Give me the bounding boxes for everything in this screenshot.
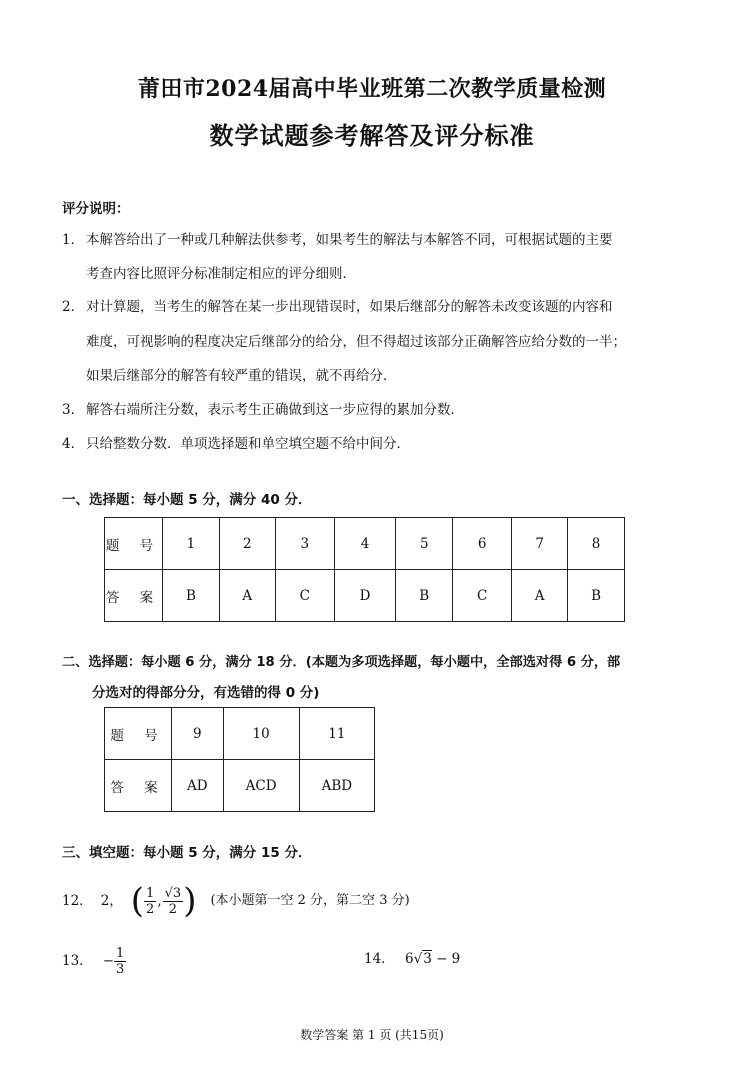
question-number-row: [105, 518, 625, 570]
question-number-row: [105, 708, 375, 760]
question-number-cell: 8: [568, 518, 625, 570]
answer-12: [62, 876, 410, 926]
answer-label: 答 案: [105, 570, 163, 622]
document-subtitle: 数学试题参考解答及评分标准: [209, 121, 535, 150]
note-2-number: 2．: [62, 299, 85, 315]
question-12-number: 12．: [62, 893, 93, 909]
question-number-cell: 4: [334, 518, 396, 570]
note-1-line-1: 本解答给出了一种或几种解法供参考，如果考生的解法与本解答不同，可根据试题的主要: [86, 232, 613, 248]
question-number-label: 题 号: [105, 518, 163, 570]
answer-cell: B: [396, 570, 453, 622]
section-2-heading-line-2: 分选对的得部分分，有选错的得 0 分): [92, 685, 320, 701]
answer-13-denominator: 3: [116, 961, 125, 977]
point-y-denominator: 2: [168, 901, 178, 917]
answer-label: 答 案: [105, 760, 172, 812]
answer-14-coefficient: 6: [404, 951, 414, 967]
note-4-number: 4．: [62, 436, 85, 452]
answer-cell: B: [163, 570, 220, 622]
question-number-cell: 11: [299, 708, 374, 760]
note-2-line-3: 如果后继部分的解答有较严重的错误，就不再给分．: [86, 368, 397, 384]
answer-cell: C: [275, 570, 334, 622]
section-2-answer-table: [104, 707, 375, 812]
note-2-line-2: 难度，可视影响的程度决定后继部分的给分，但不得超过该部分正确解答应给分数的一半；: [86, 334, 626, 350]
answer-14-remainder: − 9: [436, 951, 461, 967]
answer-row: [105, 760, 375, 812]
section-3-heading: 三、填空题：每小题 5 分，满分 15 分．: [62, 845, 312, 861]
answer-13: [62, 938, 126, 984]
answer-cell: A: [219, 570, 275, 622]
answer-cell: ABD: [299, 760, 374, 812]
comma: ,: [157, 893, 162, 909]
document-title: 莆田市2024届高中毕业班第二次教学质量检测: [137, 76, 607, 102]
note-3-line-1: 解答右端所注分数，表示考生正确做到这一步应得的累加分数．: [86, 402, 464, 418]
answer-cell: B: [568, 570, 625, 622]
question-number-cell: 2: [219, 518, 275, 570]
point-y-fraction: [163, 886, 184, 917]
right-paren: ): [183, 881, 197, 921]
answer-13-numerator: 1: [116, 945, 125, 961]
answer-14-radicand: 3: [423, 951, 432, 967]
minus-sign: −: [102, 953, 114, 969]
section-2-heading-line-1: 二、选择题：每小题 6 分，满分 18 分．(本题为多项选择题，每小题中，全部选对得 6 分，部: [62, 655, 621, 670]
answer-cell: D: [334, 570, 396, 622]
answer-14: [364, 950, 460, 968]
answer-12-scoring-note: (本小题第一空 2 分，第二空 3 分): [210, 893, 410, 908]
answer-cell: A: [512, 570, 568, 622]
answer-cell: C: [453, 570, 512, 622]
question-number-label: 题 号: [105, 708, 172, 760]
section-1-answer-table: [104, 517, 625, 622]
note-1-line-2: 考查内容比照评分标准制定相应的评分细则．: [86, 266, 356, 282]
answer-row: [105, 570, 625, 622]
answer-cell: AD: [172, 760, 224, 812]
question-14-number: 14．: [364, 951, 395, 967]
notes-heading: 评分说明：: [62, 201, 130, 217]
note-1-number: 1．: [62, 232, 85, 248]
page-footer: 数学答案 第 1 页 (共15页): [300, 1028, 444, 1042]
point-x-denominator: 2: [146, 901, 155, 917]
question-number-cell: 9: [172, 708, 224, 760]
note-4-line-1: 只给整数分数．单项选择题和单空填空题不给中间分．: [86, 436, 410, 452]
question-number-cell: 5: [396, 518, 453, 570]
point-y-numerator: √3: [164, 885, 182, 901]
answer-12-first-blank: 2，: [100, 893, 123, 909]
question-number-cell: 10: [223, 708, 299, 760]
answer-13-fraction: [114, 946, 126, 977]
note-2-line-1: 对计算题，当考生的解答在某一步出现错误时，如果后继部分的解答未改变该题的内容和: [86, 299, 613, 315]
question-13-number: 13．: [62, 953, 93, 969]
point-x-fraction: [144, 886, 156, 917]
section-1-heading: 一、选择题：每小题 5 分，满分 40 分．: [62, 492, 312, 508]
point-x-numerator: 1: [146, 885, 155, 901]
answer-14-radical: [414, 950, 432, 968]
answer-cell: ACD: [223, 760, 299, 812]
question-number-cell: 3: [275, 518, 334, 570]
left-paren: (: [130, 881, 145, 921]
question-number-cell: 1: [163, 518, 220, 570]
sqrt-icon: √: [413, 951, 423, 967]
question-number-cell: 6: [453, 518, 512, 570]
note-3-number: 3．: [62, 402, 85, 418]
question-number-cell: 7: [512, 518, 568, 570]
